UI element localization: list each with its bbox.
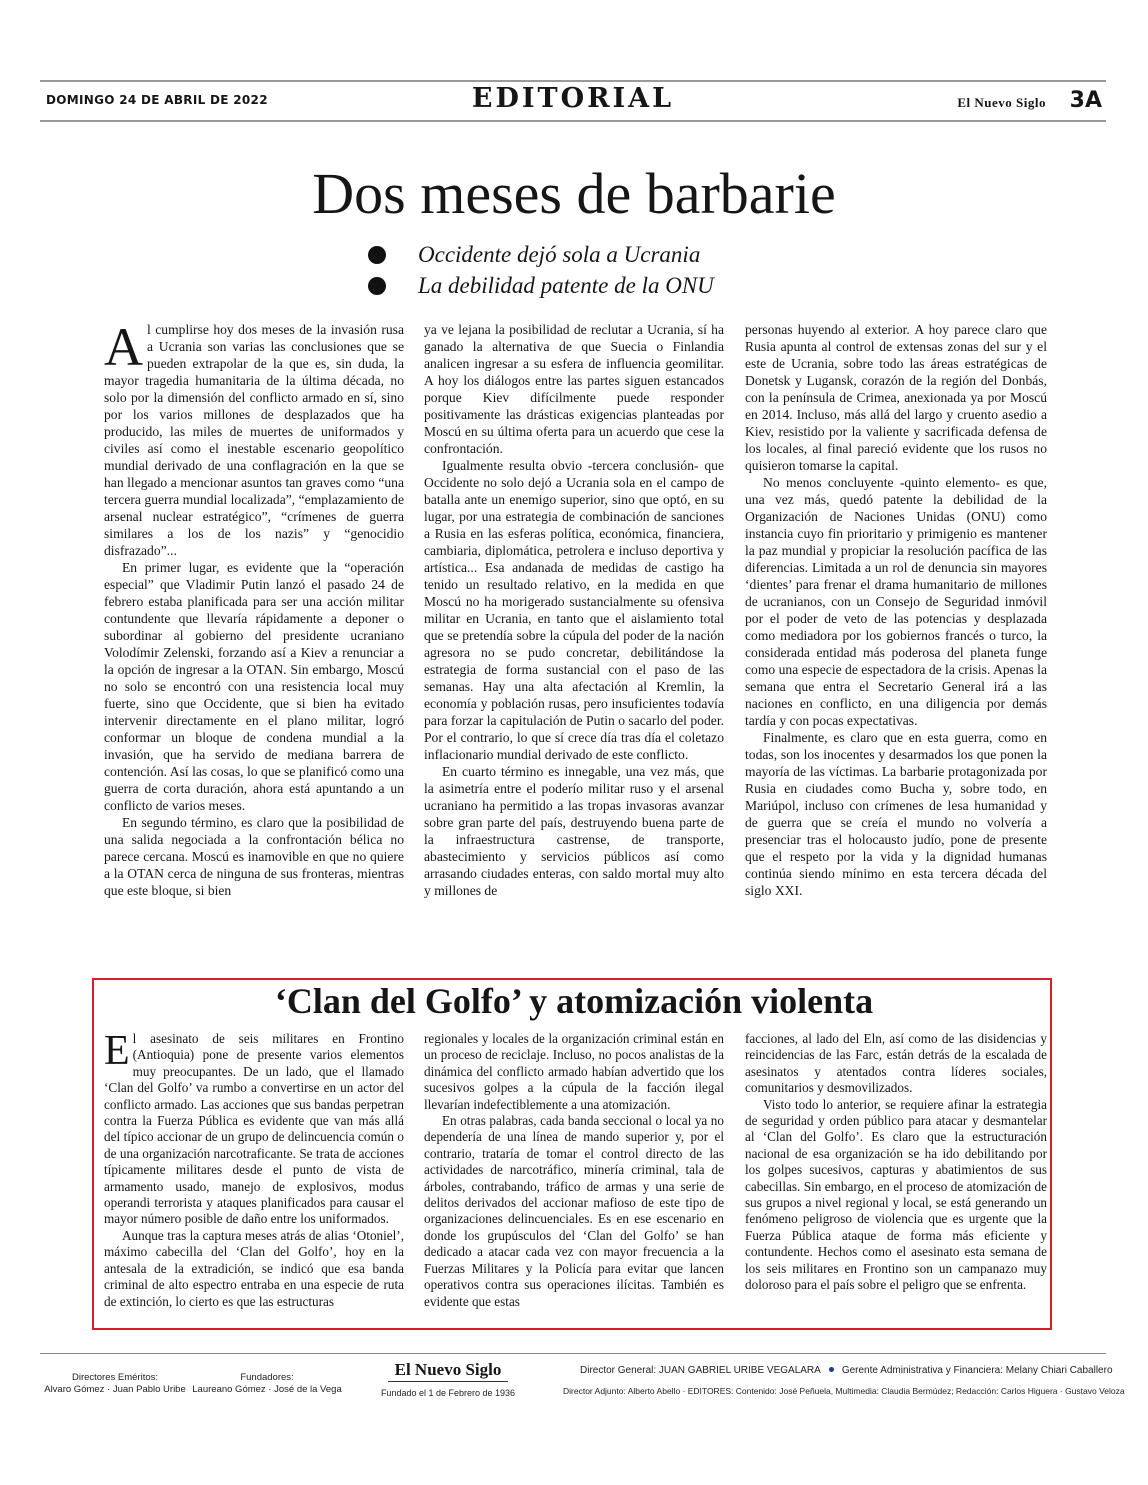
paragraph-text: l cumplirse hoy dos meses de la invasión rusa a Ucrania son varias las conclusiones que se pueden extrapolar de la que es, sin duda, la mayor tragedia humanitaria de la última década, no solo por la dimensión del conflicto armado en sí, sino por los varios millones de desplazados que ha producido, las miles de muertes de uniformados y civiles así como el inestable escenario geopolítico mundial derivado de una conflagración en la que se han llegado a mencionar asuntos tan graves como “una tercera guerra mundial localizada”, “emplazamiento de arsenal nuclear estratégico”, “crímenes de guerra similares a los de los nazis” y “genocidio disfrazado”... xyxy=(104,322,404,558)
issue-date: DOMINGO 24 DE ABRIL DE 2022 xyxy=(46,93,268,107)
second-editorial-column-1 xyxy=(104,1028,404,1310)
paragraph: ya ve lejana la posibilidad de reclutar a Ucrania, sí ha ganado la alternativa de que Suecia o Finlandia analicen ingresar a su esfera de influencia geomilitar. A hoy los diálogos entre las partes siguen estancados porque Kiev difícilmente puede responder positivamente las drásticas exigencias planteadas por Moscú en su última oferta para un acuerdo que cese la confrontación. xyxy=(424,322,724,456)
section-title: EDITORIAL xyxy=(471,83,675,114)
editorial-staff: Director Adjunto: Alberto Abello · EDITORES: Contenido: José Peñuela, Multimedia: Claudia Bermúdez; Redacción: Carlos Higuera · Gustavo Veloza xyxy=(563,1386,1125,1396)
drop-cap: E xyxy=(104,1028,130,1074)
paragraph xyxy=(104,1028,404,1228)
director-general: Director General: JUAN GABRIEL URIBE VEGALARA xyxy=(580,1365,821,1376)
paragraph: No menos concluyente -quinto elemento- es que, una vez más, quedó patente la debilidad de la Organización de Naciones Unidas (ONU) como instancia cuyo fin prioritario y primigenio es mantener la paz mundial y propiciar la resolución pacífica de las diferencias. Limitada a un rol de denuncia sin mayores ‘dientes’ para frenar el drama humanitario de millones de ucranianos, con un Consejo de Seguridad inmóvil por el poder de veto de las potencias y desplazada como mediadora por los gobiernos francés o turco, la considerada entidad más poderosa del planeta funge como una especie de espectadora de la crisis. Apenas la semana que entra el Secretario General irá a las naciones en conflicto, en una diligencia por demás tardía y con pocas expectativas. xyxy=(745,475,1047,728)
editorial-column-1 xyxy=(104,317,404,899)
subheading-text: Occidente dejó sola a Ucrania xyxy=(418,242,701,267)
financial-manager: Gerente Administrativa y Financiera: Melany Chiari Caballero xyxy=(841,1365,1113,1376)
paragraph: En otras palabras, cada banda seccional o local ya no dependería de una línea de mando superior y, por el contrario, trataría de tomar el control directo de las actividades de narcotráfico, minería criminal, tala de árboles, contrabando, tráfico de armas y una serie de delitos derivados del accionar mafioso de este tipo de organizaciones delincuenciales. Es en ese escenario en donde los grupúsculos del ‘Clan del Golfo’ se han dedicado a atacar cada vez con mayor frecuencia a la Fuerzas Militares y la Policía para evitar que lancen operativos contra sus operaciones ilícitas. También es evidente que estas xyxy=(424,1113,724,1309)
emeritus-names: Alvaro Gómez · Juan Pablo Uribe xyxy=(44,1384,186,1395)
paragraph: facciones, al lado del Eln, así como de las disidencias y reincidencias de las Farc, están detrás de la escalada de asesinatos y atentados contra líderes sociales, comunitarios y desmovilizados. xyxy=(745,1031,1047,1096)
paragraph: Visto todo lo anterior, se requiere afinar la estrategia de seguridad y orden público para atacar y desmantelar al ‘Clan del Golfo’. Es claro que la estructuración nacional de esa organización se ha ido debilitando por los golpes sucesivos, capturas y abatimientos de sus cabecillas. Sin embargo, en el proceso de atomización de sus grupos a nivel regional y local, se está generando un fenómeno peligroso de violencia que es urgente que la Fuerza Pública ataque de forma más eficiente y contundente. Hechos como el asesinato esta semana de los seis militares en Frontino son un campanazo muy doloroso para el país sobre el peligro que se enfrenta. xyxy=(745,1096,1047,1293)
founders-label: Fundadores: xyxy=(240,1372,294,1383)
founders-names: Laureano Gómez · José de la Vega xyxy=(192,1384,342,1395)
paragraph-text: l asesinato de seis militares en Frontino (Antioquia) pone de presente varios elementos muy preocupantes. De un lado, que el llamado ‘Clan del Golfo’ va rumbo a convertirse en un actor del conflicto armado. Las acciones que sus bandas perpetran contra la Fuerza Pública es evidente que van más allá del típico accionar de un grupo de delincuencia común o de una organización narcotraficante. Se trata de acciones típicamente militares desde el punto de vista de armamento usado, manejo de explosivos, modus operandi terrorista y ataques planificados para causar el mayor número posible de daño entre los uniformados. xyxy=(104,1031,404,1227)
editorial-column-3 xyxy=(745,321,1047,899)
bullet-icon xyxy=(368,246,386,264)
page-number: 3A xyxy=(1069,88,1102,113)
separator-dot-icon xyxy=(829,1367,834,1372)
subheading-text: La debilidad patente de la ONU xyxy=(418,273,714,298)
paragraph: En cuarto término es innegable, una vez más, que la asimetría entre el poderío militar ruso y el arsenal ucraniano ha permitido a las tropas invasoras avanzar sobre gran parte del país, destruyendo buena parte de la infraestructura castrense, de transporte, abastecimiento y servicios públicos así como arrasando ciudades enteras, con saldo mortal muy alto y millones de xyxy=(424,764,724,898)
bullet-icon xyxy=(368,277,386,295)
second-editorial-headline: ‘Clan del Golfo’ y atomización violenta xyxy=(274,981,874,1021)
founded-date: Fundado el 1 de Febrero de 1936 xyxy=(380,1388,516,1398)
paragraph: Aunque tras la captura meses atrás de alias ‘Otoniel’, máximo cabecilla del ‘Clan del Golfo’, hoy en la antesala de la extradición, se indicó que esa banda criminal de alto espectro entraba en una especie de ruta de extinción, lo cierto es que las estructuras xyxy=(104,1227,404,1309)
second-editorial-column-3 xyxy=(745,1031,1047,1294)
paragraph: En segundo término, es claro que la posibilidad de una salida negociada a la confrontación bélica no parece cercana. Moscú es inamovible en que no quiere a la OTAN cerca de ninguna de sus fronteras, mientras que este bloque, si bien xyxy=(104,815,404,898)
paragraph: En primer lugar, es evidente que la “operación especial” que Vladimir Putin lanzó el pasado 24 de febrero estaba planificada para ser una acción militar contundente que llevaría rápidamente a deponer o subordinar al gobierno del presidente ucraniano Volodímir Zelenski, forzando así a Kiev a renunciar a la opción de ingresar a la OTAN. Sin embargo, Moscú no solo se encontró con una resistencia local muy fuerte, sino que Occidente, que si bien ha evitado intervenir directamente en el plano militar, logró conformar un bloque de condena mundial a la invasión, que ha servido de mediana barrera de contención. Así las cosas, lo que se planificó como una guerra de corta duración, ahora está apuntando a un conflicto de varios meses. xyxy=(104,560,404,813)
paragraph: regionales y locales de la organización criminal están en un proceso de reciclaje. Incluso, no pocos analistas de la dinámica del conflicto armado habían advertido que los sucesivos golpes a la cúpula de la facción ilegal llevarían indefectiblemente a una atomización. xyxy=(424,1031,724,1112)
paragraph: personas huyendo al exterior. A hoy parece claro que Rusia apunta al control de extensas zonas del sur y el este de Ucrania, sobre todo las áreas estratégicas de Donetsk y Lugansk, corazón de la región del Donbás, con la península de Crimea, anexionada ya por Moscú en 2014. Incluso, más allá del largo y cruento asedio a Kiev, resistido por la valiente y sacrificada defensa de los locales, al final pareció evidente que los rusos no quisieron tomarse la capital. xyxy=(745,322,1047,473)
paragraph: Finalmente, es claro que en esta guerra, como en todas, son los inocentes y desarmados los que ponen la mayoría de las víctimas. La barbarie protagonizada por Rusia en ciudades como Bucha y, sobre todo, en Mariúpol, incluso con crímenes de lesa humanidad y de guerra que se creía el mundo no volvería a presenciar tras el holocausto judío, pone de presente que el respeto por la vida y la dignidad humanas continúa siendo mínimo en esta tercera década del siglo XXI. xyxy=(745,730,1047,898)
page-header xyxy=(40,80,1106,122)
founders xyxy=(192,1372,342,1396)
management-line xyxy=(580,1365,1113,1377)
emeritus-directors xyxy=(40,1372,190,1396)
footer-logo: El Nuevo Siglo xyxy=(388,1360,508,1382)
editorial-headline: Dos meses de barbarie xyxy=(312,161,836,226)
paragraph: Igualmente resulta obvio -tercera conclusión- que Occidente no solo dejó a Ucrania sola en el campo de batalla ante un enemigo superior, sino que optó, en su lugar, por una estrategia de combinación de sanciones a Rusia en las esferas política, económica, financiera, cambiaria, diplomática, petrolera e incluso deportiva y artística... Esa andanada de medidas de castigo ha tenido un resultado relativo, en la medida en que Moscú no ha morigerado sustancialmente su ofensiva militar en Ucrania, en tanto que el aislamiento total que se pretendía sobre la cúpula del poder de la nación agresora no se pudo concretar, debilitándose la estrategia de forma sustancial con el paso de las semanas. Hay una alta afectación al Kremlin, la economía y población rusas, pero insuficientes todavía para forzar la capitulación de Putin o sacarlo del poder. Por el contrario, lo que sí crece día tras día el coletazo inflacionario mundial derivado de este conflicto. xyxy=(424,458,724,762)
drop-cap: A xyxy=(104,317,143,377)
newspaper-name: El Nuevo Siglo xyxy=(957,95,1046,110)
editorial-column-2 xyxy=(424,321,724,899)
footer-divider xyxy=(40,1353,1106,1354)
paragraph xyxy=(104,317,404,559)
emeritus-label: Directores Eméritos: xyxy=(71,1372,159,1383)
second-editorial-column-2 xyxy=(424,1031,724,1310)
